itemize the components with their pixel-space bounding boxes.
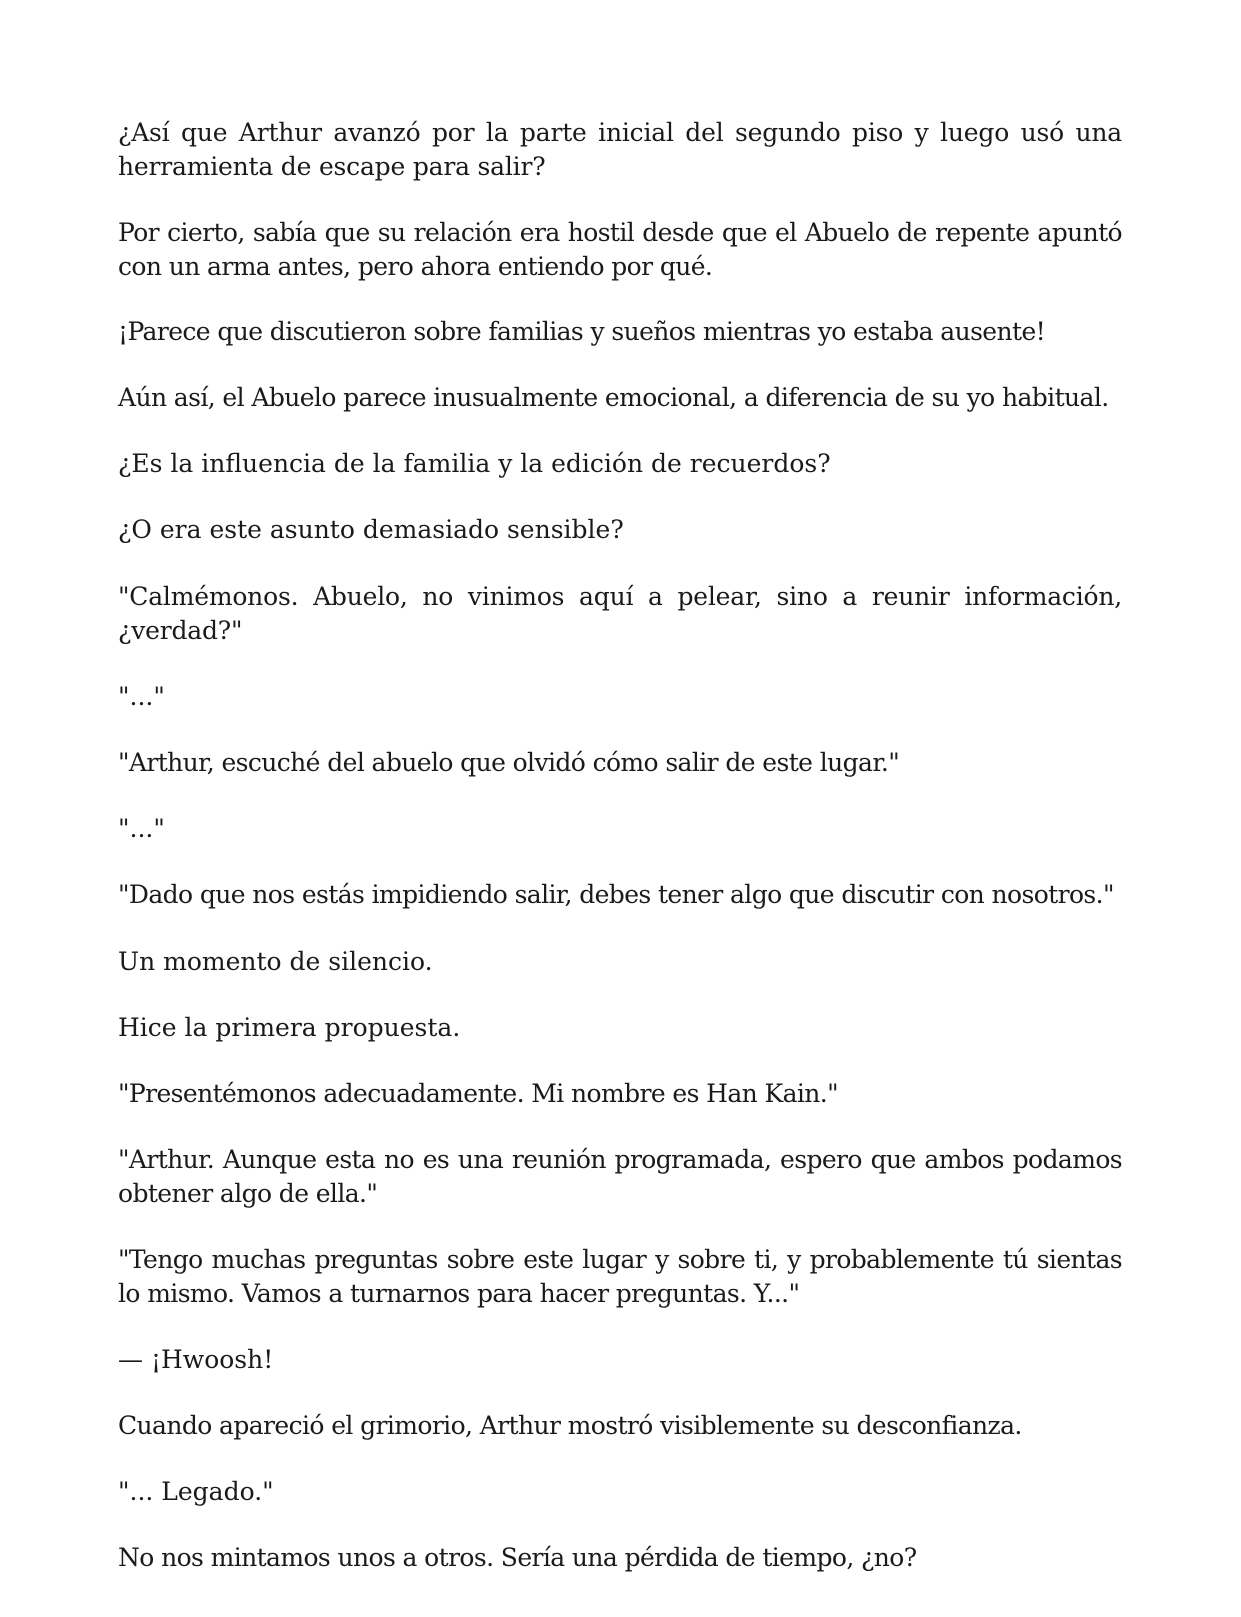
paragraph: "..." <box>118 682 165 711</box>
paragraph: "... Legado." <box>118 1477 274 1506</box>
paragraph: No nos mintamos unos a otros. Sería una pérdida de tiempo, ¿no? <box>118 1543 917 1572</box>
paragraph: ¿Así que Arthur avanzó por la parte inicial del segundo piso y luego usó una herramienta de escape para salir? <box>118 118 1122 181</box>
paragraph: Cuando apareció el grimorio, Arthur mostró visiblemente su desconfianza. <box>118 1411 1022 1440</box>
paragraph: — ¡Hwoosh! <box>118 1345 274 1374</box>
paragraph: "Arthur, escuché del abuelo que olvidó cómo salir de este lugar." <box>118 748 900 777</box>
paragraph: "Arthur. Aunque esta no es una reunión programada, espero que ambos podamos obtener algo de ella." <box>118 1145 1122 1208</box>
paragraph: ¡Parece que discutieron sobre familias y sueños mientras yo estaba ausente! <box>118 317 1046 346</box>
paragraph: "Tengo muchas preguntas sobre este lugar y sobre ti, y probablemente tú sientas lo mismo. Vamos a turnarnos para hacer preguntas. Y..." <box>118 1245 1122 1308</box>
paragraph: Por cierto, sabía que su relación era hostil desde que el Abuelo de repente apuntó con un arma antes, pero ahora entiendo por qué. <box>118 218 1122 281</box>
paragraph: "..." <box>118 814 165 843</box>
paragraph: Hice la primera propuesta. <box>118 1013 461 1042</box>
paragraph: ¿Es la influencia de la familia y la edición de recuerdos? <box>118 449 831 478</box>
paragraph: Aún así, el Abuelo parece inusualmente emocional, a diferencia de su yo habitual. <box>118 383 1109 412</box>
paragraph: "Calmémonos. Abuelo, no vinimos aquí a pelear, sino a reunir información, ¿verdad?" <box>118 582 1122 645</box>
paragraph: "Presentémonos adecuadamente. Mi nombre es Han Kain." <box>118 1079 839 1108</box>
paragraph: Un momento de silencio. <box>118 947 433 976</box>
paragraph: "Dado que nos estás impidiendo salir, debes tener algo que discutir con nosotros." <box>118 880 1114 909</box>
paragraph: ¿O era este asunto demasiado sensible? <box>118 515 624 544</box>
